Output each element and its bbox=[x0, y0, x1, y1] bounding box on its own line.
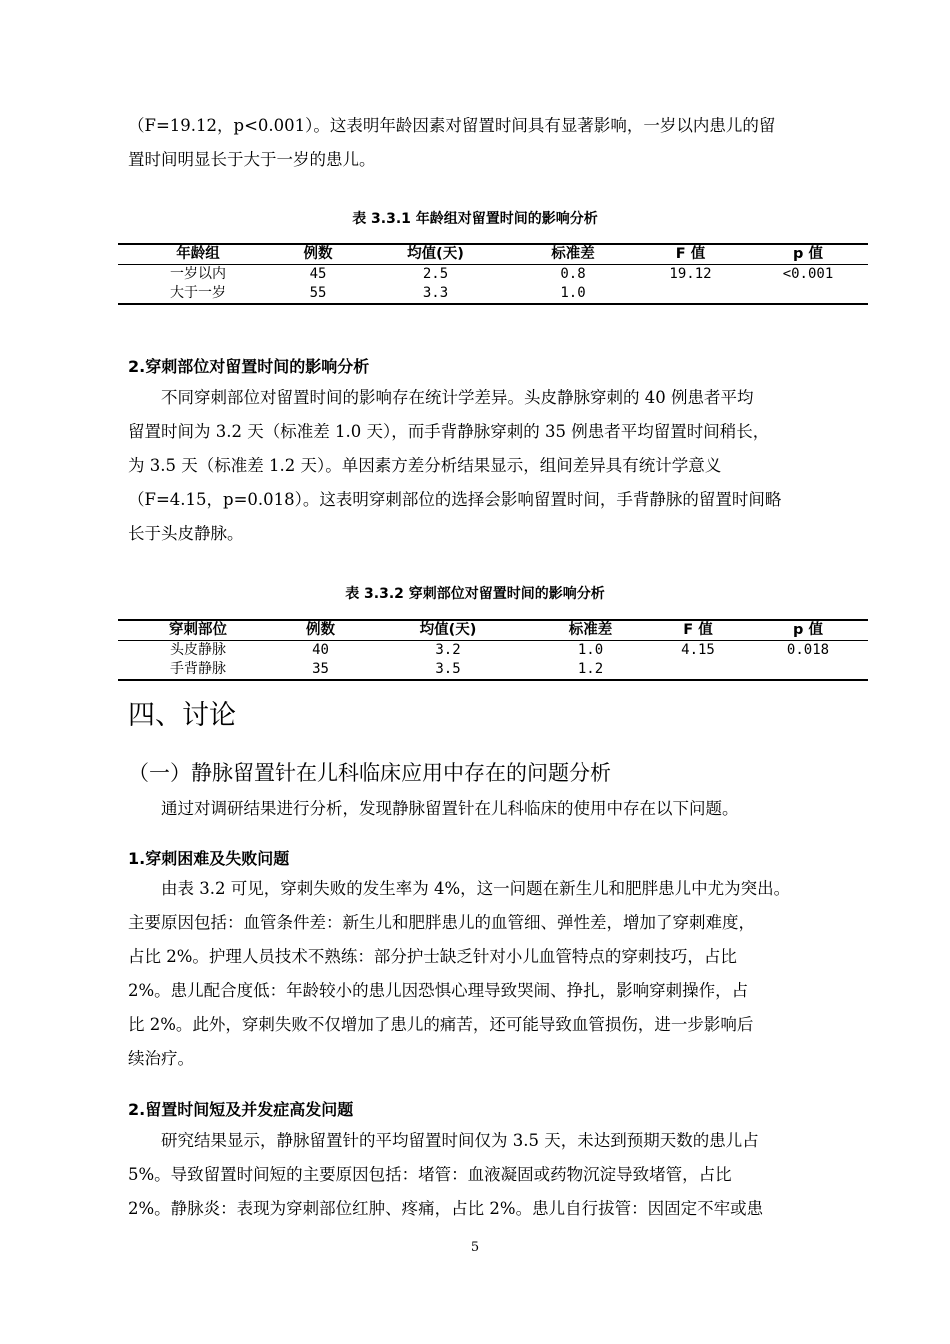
table-cell: 55 bbox=[278, 284, 358, 304]
table-header: 例数 bbox=[278, 244, 358, 265]
table-cell bbox=[748, 284, 868, 304]
table1-caption: 表 3.3.1 年龄组对留置时间的影响分析 bbox=[352, 211, 598, 227]
text-line: 不同穿刺部位对留置时间的影响存在统计学差异。头皮静脉穿刺的 40 例患者平均 bbox=[161, 388, 754, 407]
table-row bbox=[118, 660, 868, 680]
table-cell: 0.018 bbox=[786, 642, 830, 658]
table-header: 标准差 bbox=[533, 620, 648, 641]
problem2-paragraph bbox=[128, 1124, 860, 1226]
table-header: F 值 bbox=[648, 620, 748, 641]
text-line: 占比 2%。护理人员技术不熟练：部分护士缺乏针对小儿血管特点的穿刺技巧，占比 bbox=[128, 947, 737, 966]
table-cell: <0.001 bbox=[782, 266, 834, 282]
table-header: 例数 bbox=[278, 620, 363, 641]
subsection-heading: （一）静脉留置针在儿科临床应用中存在的问题分析 bbox=[128, 761, 611, 785]
table-cell: 头皮静脉 bbox=[170, 642, 226, 658]
problem2-heading: 2.留置时间短及并发症高发问题 bbox=[128, 1100, 354, 1119]
table-cell: 45 bbox=[309, 266, 327, 282]
text-line: 主要原因包括：血管条件差：新生儿和肥胖患儿的血管细、弹性差，增加了穿刺难度， bbox=[128, 913, 755, 932]
table-cell bbox=[648, 660, 748, 680]
table-cell: 1.2 bbox=[533, 660, 648, 680]
section2-paragraph bbox=[128, 381, 860, 551]
table-cell: 1.0 bbox=[577, 642, 604, 658]
table-header: 年龄组 bbox=[118, 244, 278, 265]
table-cell bbox=[633, 284, 748, 304]
text-line: （F=4.15，p=0.018）。这表明穿刺部位的选择会影响留置时间，手背静脉的留置时间略 bbox=[128, 490, 782, 509]
text-line: （F=19.12，p<0.001）。这表明年龄因素对留置时间具有显著影响，一岁以内患儿的留 bbox=[128, 116, 776, 135]
table-cell bbox=[748, 660, 868, 680]
section2-heading: 2.穿刺部位对留置时间的影响分析 bbox=[128, 357, 370, 376]
table-cell: 0.8 bbox=[560, 266, 586, 282]
page-number: 5 bbox=[470, 1240, 480, 1255]
text-line: 5%。导致留置时间短的主要原因包括：堵管：血液凝固或药物沉淀导致堵管，占比 bbox=[128, 1165, 732, 1184]
table-cell: 19.12 bbox=[669, 266, 712, 282]
intro-paragraph bbox=[128, 109, 860, 177]
table-header: 均值(天) bbox=[363, 620, 533, 641]
table-header: F 值 bbox=[633, 244, 748, 265]
text-line: 续治疗。 bbox=[128, 1049, 194, 1068]
text-line: 2%。患儿配合度低：年龄较小的患儿因恐惧心理导致哭闹、挣扎，影响穿刺操作，占 bbox=[128, 981, 749, 1000]
table-header: 标准差 bbox=[513, 244, 633, 265]
problem1-heading: 1.穿刺困难及失败问题 bbox=[128, 849, 290, 868]
problem1-paragraph bbox=[128, 872, 860, 1076]
table-header: 均值(天) bbox=[358, 244, 513, 265]
table-cell: 大于一岁 bbox=[118, 284, 278, 304]
table-cell: 1.0 bbox=[513, 284, 633, 304]
text-line: 比 2%。此外，穿刺失败不仅增加了患儿的痛苦，还可能导致血管损伤，进一步影响后 bbox=[128, 1015, 754, 1034]
table-header: 穿刺部位 bbox=[118, 620, 278, 641]
table-cell: 35 bbox=[278, 660, 363, 680]
text-line: 由表 3.2 可见，穿刺失败的发生率为 4%，这一问题在新生儿和肥胖患儿中尤为突出。 bbox=[161, 879, 791, 898]
text-line: 研究结果显示，静脉留置针的平均留置时间仅为 3.5 天，未达到预期天数的患儿占 bbox=[161, 1131, 759, 1150]
table-cell: 一岁以内 bbox=[170, 266, 226, 282]
table-cell: 4.15 bbox=[681, 642, 715, 658]
table-cell: 3.3 bbox=[358, 284, 513, 304]
text-line: 长于头皮静脉。 bbox=[128, 524, 244, 543]
table1 bbox=[118, 243, 868, 305]
subsection-intro bbox=[128, 792, 860, 826]
table-cell: 手背静脉 bbox=[118, 660, 278, 680]
text-line: 置时间明显长于大于一岁的患儿。 bbox=[128, 150, 376, 169]
text-line: 2%。静脉炎：表现为穿刺部位红肿、疼痛，占比 2%。患儿自行拔管：因固定不牢或患 bbox=[128, 1199, 764, 1218]
table-row bbox=[118, 265, 868, 285]
table-header: p 值 bbox=[748, 244, 868, 265]
table-cell: 2.5 bbox=[422, 266, 449, 282]
table2 bbox=[118, 619, 868, 681]
table-row bbox=[118, 284, 868, 304]
text-line: 通过对调研结果进行分析，发现静脉留置针在儿科临床的使用中存在以下问题。 bbox=[161, 799, 739, 818]
table-header-row bbox=[118, 244, 868, 265]
table2-caption: 表 3.3.2 穿刺部位对留置时间的影响分析 bbox=[345, 586, 605, 602]
text-line: 留置时间为 3.2 天（标准差 1.0 天），而手背静脉穿刺的 35 例患者平均留置时间稍长， bbox=[128, 422, 770, 441]
table-header-row bbox=[118, 620, 868, 641]
table-cell: 3.5 bbox=[363, 660, 533, 680]
chapter-heading: 四、讨论 bbox=[128, 700, 236, 731]
table-header: p 值 bbox=[748, 620, 868, 641]
table-cell: 40 bbox=[312, 642, 329, 658]
table-row bbox=[118, 641, 868, 661]
text-line: 为 3.5 天（标准差 1.2 天）。单因素方差分析结果显示，组间差异具有统计学意义 bbox=[128, 456, 722, 475]
table-cell: 3.2 bbox=[435, 642, 461, 658]
